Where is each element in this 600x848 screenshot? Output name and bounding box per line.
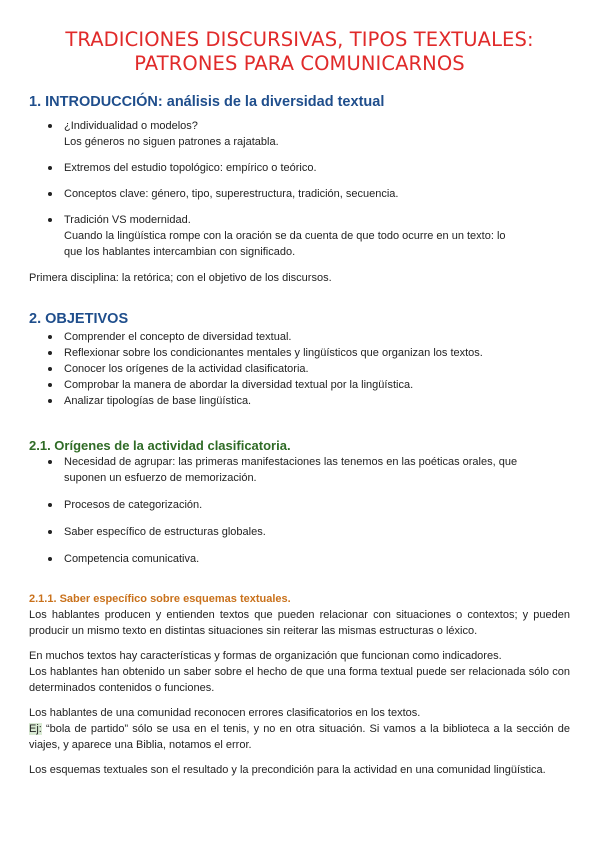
section-2-list <box>29 329 570 409</box>
list-item: Conceptos clave: género, tipo, superestructura, tradición, secuencia. <box>29 186 570 202</box>
bullet-icon <box>48 503 52 507</box>
list-item: Comprender el concepto de diversidad textual. <box>29 329 570 345</box>
example-paragraph <box>29 721 570 753</box>
bullet-icon <box>48 530 52 534</box>
bullet-icon <box>48 399 52 403</box>
section-1-note: Primera disciplina: la retórica; con el objetivo de los discursos. <box>29 272 332 284</box>
bullet-icon <box>48 557 52 561</box>
list-item: Tradición VS modernidad. Cuando la lingüística rompe con la oración se da cuenta de que todo ocurre en un texto: lo que los hablantes intercambian con significado. <box>29 212 570 260</box>
list-item: Necesidad de agrupar: las primeras manifestaciones las tenemos en las poéticas orales, que suponen un esfuerzo de memorización. <box>29 454 570 486</box>
bullet-icon <box>48 460 52 464</box>
list-item: Conocer los orígenes de la actividad clasificatoria. <box>29 361 570 377</box>
list-item: ¿Individualidad o modelos? Los géneros no siguen patrones a rajatabla. <box>29 118 570 150</box>
example-label: Ej: <box>29 723 42 735</box>
section-2-1-heading: 2.1. Orígenes de la actividad clasificatoria. <box>29 438 291 453</box>
paragraph: Los hablantes de una comunidad reconocen errores clasificatorios en los textos. <box>29 707 421 719</box>
paragraph: Los hablantes han obtenido un saber sobre el hecho de que una forma textual puede ser relacionada sólo con determinados contenidos o funciones. <box>29 666 570 694</box>
list-item: Procesos de categorización. <box>29 497 570 513</box>
paragraph: En muchos textos hay características y formas de organización que funcionan como indicadores. <box>29 650 502 662</box>
list-item: Comprobar la manera de abordar la diversidad textual por la lingüística. <box>29 377 570 393</box>
example-text: “bola de partido” sólo se usa en el tenis, y no en otra situación. Si vamos a la biblioteca a la sección de viajes, y aparece una Biblia, notamos el error. <box>29 723 570 751</box>
title-line-2: PATRONES PARA COMUNICARNOS <box>134 52 465 75</box>
list-item: Reflexionar sobre los condicionantes mentales y lingüísticos que organizan los textos. <box>29 345 570 361</box>
list-item: Extremos del estudio topológico: empírico o teórico. <box>29 160 570 176</box>
list-item: Saber específico de estructuras globales. <box>29 524 570 540</box>
section-1-list <box>29 118 570 260</box>
document-title <box>29 0 570 76</box>
bullet-icon <box>48 335 52 339</box>
bullet-icon <box>48 166 52 170</box>
bullet-icon <box>48 367 52 371</box>
section-1-heading: 1. INTRODUCCIÓN: análisis de la diversidad textual <box>29 94 385 110</box>
paragraph: Los hablantes producen y entienden textos que pueden relacionar con situaciones o contextos; y pueden producir un mismo texto en distintas situaciones sin reiterar las mismas estructuras o léxico. <box>29 609 570 637</box>
section-2-1-list <box>29 454 570 567</box>
title-line-1: TRADICIONES DISCURSIVAS, TIPOS TEXTUALES: <box>65 28 534 51</box>
list-item: Analizar tipologías de base lingüística. <box>29 393 570 409</box>
paragraph: Los esquemas textuales son el resultado y la precondición para la actividad en una comunidad lingüística. <box>29 764 546 776</box>
list-item: Competencia comunicativa. <box>29 551 570 567</box>
bullet-icon <box>48 218 52 222</box>
bullet-icon <box>48 383 52 387</box>
bullet-icon <box>48 124 52 128</box>
bullet-icon <box>48 351 52 355</box>
bullet-icon <box>48 192 52 196</box>
section-2-heading: 2. OBJETIVOS <box>29 311 129 327</box>
section-2-1-1-heading: 2.1.1. Saber específico sobre esquemas textuales. <box>29 593 291 605</box>
